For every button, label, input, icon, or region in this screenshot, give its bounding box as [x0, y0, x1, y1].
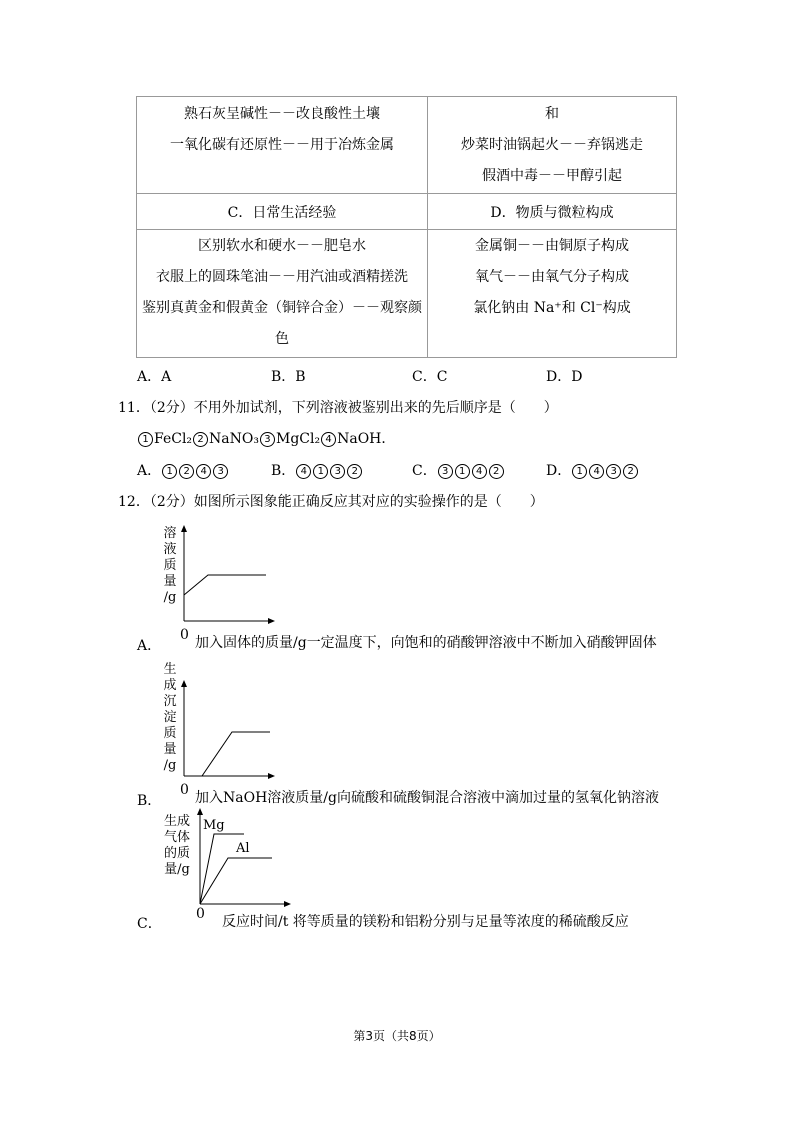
- circled-number: 4: [321, 432, 336, 447]
- q11-item: NaOH．: [337, 431, 396, 447]
- ylabel-char: 量: [163, 574, 177, 589]
- graph-c-origin: 0: [196, 906, 205, 922]
- circled-number: 2: [623, 464, 638, 479]
- table-header-c-text: C．日常生活经验: [227, 204, 337, 221]
- table-line: 区别软水和硬水－－肥皂水: [198, 238, 366, 254]
- table-line: 衣服上的圆珠笔油－－用汽油或酒精搓洗: [156, 269, 408, 285]
- ylabel-line: 的质: [163, 846, 190, 861]
- q11-item: MgCl₂: [275, 431, 321, 447]
- table-line: 色: [275, 331, 289, 347]
- q10-option-d[interactable]: D．D: [546, 369, 583, 385]
- graph-c-desc: 将等质量的镁粉和铝粉分别与足量等浓度的稀硫酸反应: [292, 914, 629, 930]
- ylabel-char: 成: [163, 678, 177, 693]
- ylabel-char: 沉: [163, 694, 177, 709]
- graph-a-curve: [184, 575, 266, 595]
- q10-option-b[interactable]: B．B: [271, 369, 306, 385]
- option-label: B．: [271, 463, 296, 479]
- circled-number: 2: [347, 464, 362, 479]
- option-label: C．: [412, 463, 437, 479]
- ylabel-char: 量: [163, 742, 177, 757]
- graph-b-x-arrow: [268, 773, 275, 779]
- table-cell-row2-right: [428, 230, 677, 358]
- table-line: 金属铜－－由铜原子构成: [475, 238, 629, 254]
- table-line: 氧气－－由氧气分子构成: [475, 269, 629, 285]
- graph-b-ylabel: [160, 662, 180, 774]
- graph-b-xlabel: 加入NaOH溶液质量/g: [195, 790, 337, 806]
- graph-c-ylabel: [162, 814, 192, 878]
- table-line: 炒菜时油锅起火－－弃锅逃走: [461, 137, 643, 153]
- table-cell-row1-left: [137, 97, 428, 194]
- table-line: 一氧化碳有还原性－－用于冶炼金属: [170, 137, 394, 153]
- circled-number: 2: [489, 464, 504, 479]
- q12-option-b-label[interactable]: B．: [137, 793, 162, 809]
- graph-b-desc: 向硫酸和硫酸铜混合溶液中滴加过量的氢氧化钠溶液: [336, 790, 659, 806]
- graph-a-plot: [180, 525, 280, 625]
- graph-a-y-arrow: [181, 525, 187, 532]
- knowledge-table: [136, 96, 677, 358]
- page-footer: 第3页（共8页）: [353, 1029, 441, 1043]
- graph-b-origin: 0: [180, 782, 189, 798]
- graph-a-x-arrow: [268, 618, 275, 624]
- q11-stem: 11．（2分）不用外加试剂，下列溶液被鉴别出来的先后顺序是（ ）: [118, 400, 558, 416]
- circled-number: 4: [472, 464, 487, 479]
- graph-c-y-arrow: [197, 808, 203, 815]
- q11-items: [137, 428, 395, 448]
- circled-number: 2: [193, 432, 208, 447]
- table-header-d: [428, 194, 677, 230]
- circled-number: 1: [572, 464, 587, 479]
- table-line: 鉴别真黄金和假黄金（铜锌合金）－－观察颜: [142, 300, 422, 316]
- ylabel-char: /g: [163, 590, 177, 605]
- graph-a-caption: [195, 632, 657, 652]
- circled-number: 1: [455, 464, 470, 479]
- option-label: D．: [546, 463, 572, 479]
- circled-number: 3: [438, 464, 453, 479]
- graph-a-desc: 一定温度下，向饱和的硝酸钾溶液中不断加入硝酸钾固体: [306, 635, 657, 651]
- graph-a-origin: 0: [180, 627, 189, 643]
- graph-c-xlabel: 反应时间/t: [222, 914, 289, 930]
- graph-b-caption: [195, 787, 659, 807]
- q12-stem: 12．（2分）如图所示图象能正确反应其对应的实验操作的是（ ）: [118, 494, 544, 510]
- q10-option-a[interactable]: A．A: [137, 369, 172, 385]
- ylabel-char: 淀: [163, 710, 177, 725]
- graph-c-x-arrow: [284, 901, 291, 907]
- table-cell-row1-right: [428, 97, 677, 194]
- table-header-c: [137, 194, 428, 230]
- graph-c-caption: [222, 911, 629, 931]
- graph-c-curve-al: [200, 858, 272, 904]
- table-line: 假酒中毒－－甲醇引起: [482, 168, 622, 184]
- graph-c-series-mg: Mg: [203, 818, 225, 833]
- option-label: A．: [137, 463, 162, 479]
- ylabel-line: 生成: [163, 814, 190, 829]
- q12-option-a-label[interactable]: A．: [137, 638, 162, 654]
- ylabel-char: 生: [163, 662, 177, 677]
- ylabel-char: 溶: [163, 526, 177, 541]
- circled-number: 1: [313, 464, 328, 479]
- ylabel-char: 液: [163, 542, 177, 557]
- circled-number: 1: [162, 464, 177, 479]
- graph-b-y-arrow: [181, 680, 187, 687]
- q11-option-d[interactable]: [546, 460, 639, 480]
- circled-number: 4: [589, 464, 604, 479]
- circled-number: 2: [179, 464, 194, 479]
- q11-item: FeCl₂: [154, 431, 193, 447]
- ylabel-char: /g: [163, 758, 177, 773]
- circled-number: 3: [606, 464, 621, 479]
- table-line: 熟石灰呈碱性－－改良酸性土壤: [184, 106, 380, 122]
- circled-number: 3: [213, 464, 228, 479]
- ylabel-char: 质: [163, 558, 177, 573]
- graph-b-plot: [180, 680, 280, 780]
- q10-option-c[interactable]: C．C: [412, 369, 448, 385]
- circled-number: 4: [296, 464, 311, 479]
- ylabel-line: 量/g: [164, 862, 190, 877]
- circled-number: 3: [330, 464, 345, 479]
- circled-number: 4: [196, 464, 211, 479]
- ylabel-line: 气体: [163, 830, 190, 845]
- graph-a-xlabel: 加入固体的质量/g: [195, 635, 307, 651]
- graph-a-ylabel: [160, 526, 180, 606]
- circled-number: 1: [138, 432, 153, 447]
- q12-option-c-label[interactable]: C．: [137, 916, 162, 932]
- graph-c-series-al: Al: [236, 841, 250, 856]
- table-header-d-text: D．物质与微粒构成: [490, 204, 614, 221]
- circled-number: 3: [260, 432, 275, 447]
- q11-item: NaNO₃: [209, 431, 259, 447]
- graph-b-curve: [184, 732, 270, 776]
- table-line: 和: [545, 106, 559, 122]
- ylabel-char: 质: [163, 726, 177, 741]
- q11-option-a[interactable]: [137, 460, 229, 480]
- table-cell-row2-left: [137, 230, 428, 358]
- q11-option-c[interactable]: [412, 460, 505, 480]
- table-line: 氯化钠由 Na⁺和 Cl⁻构成: [473, 300, 631, 316]
- q11-option-b[interactable]: [271, 460, 363, 480]
